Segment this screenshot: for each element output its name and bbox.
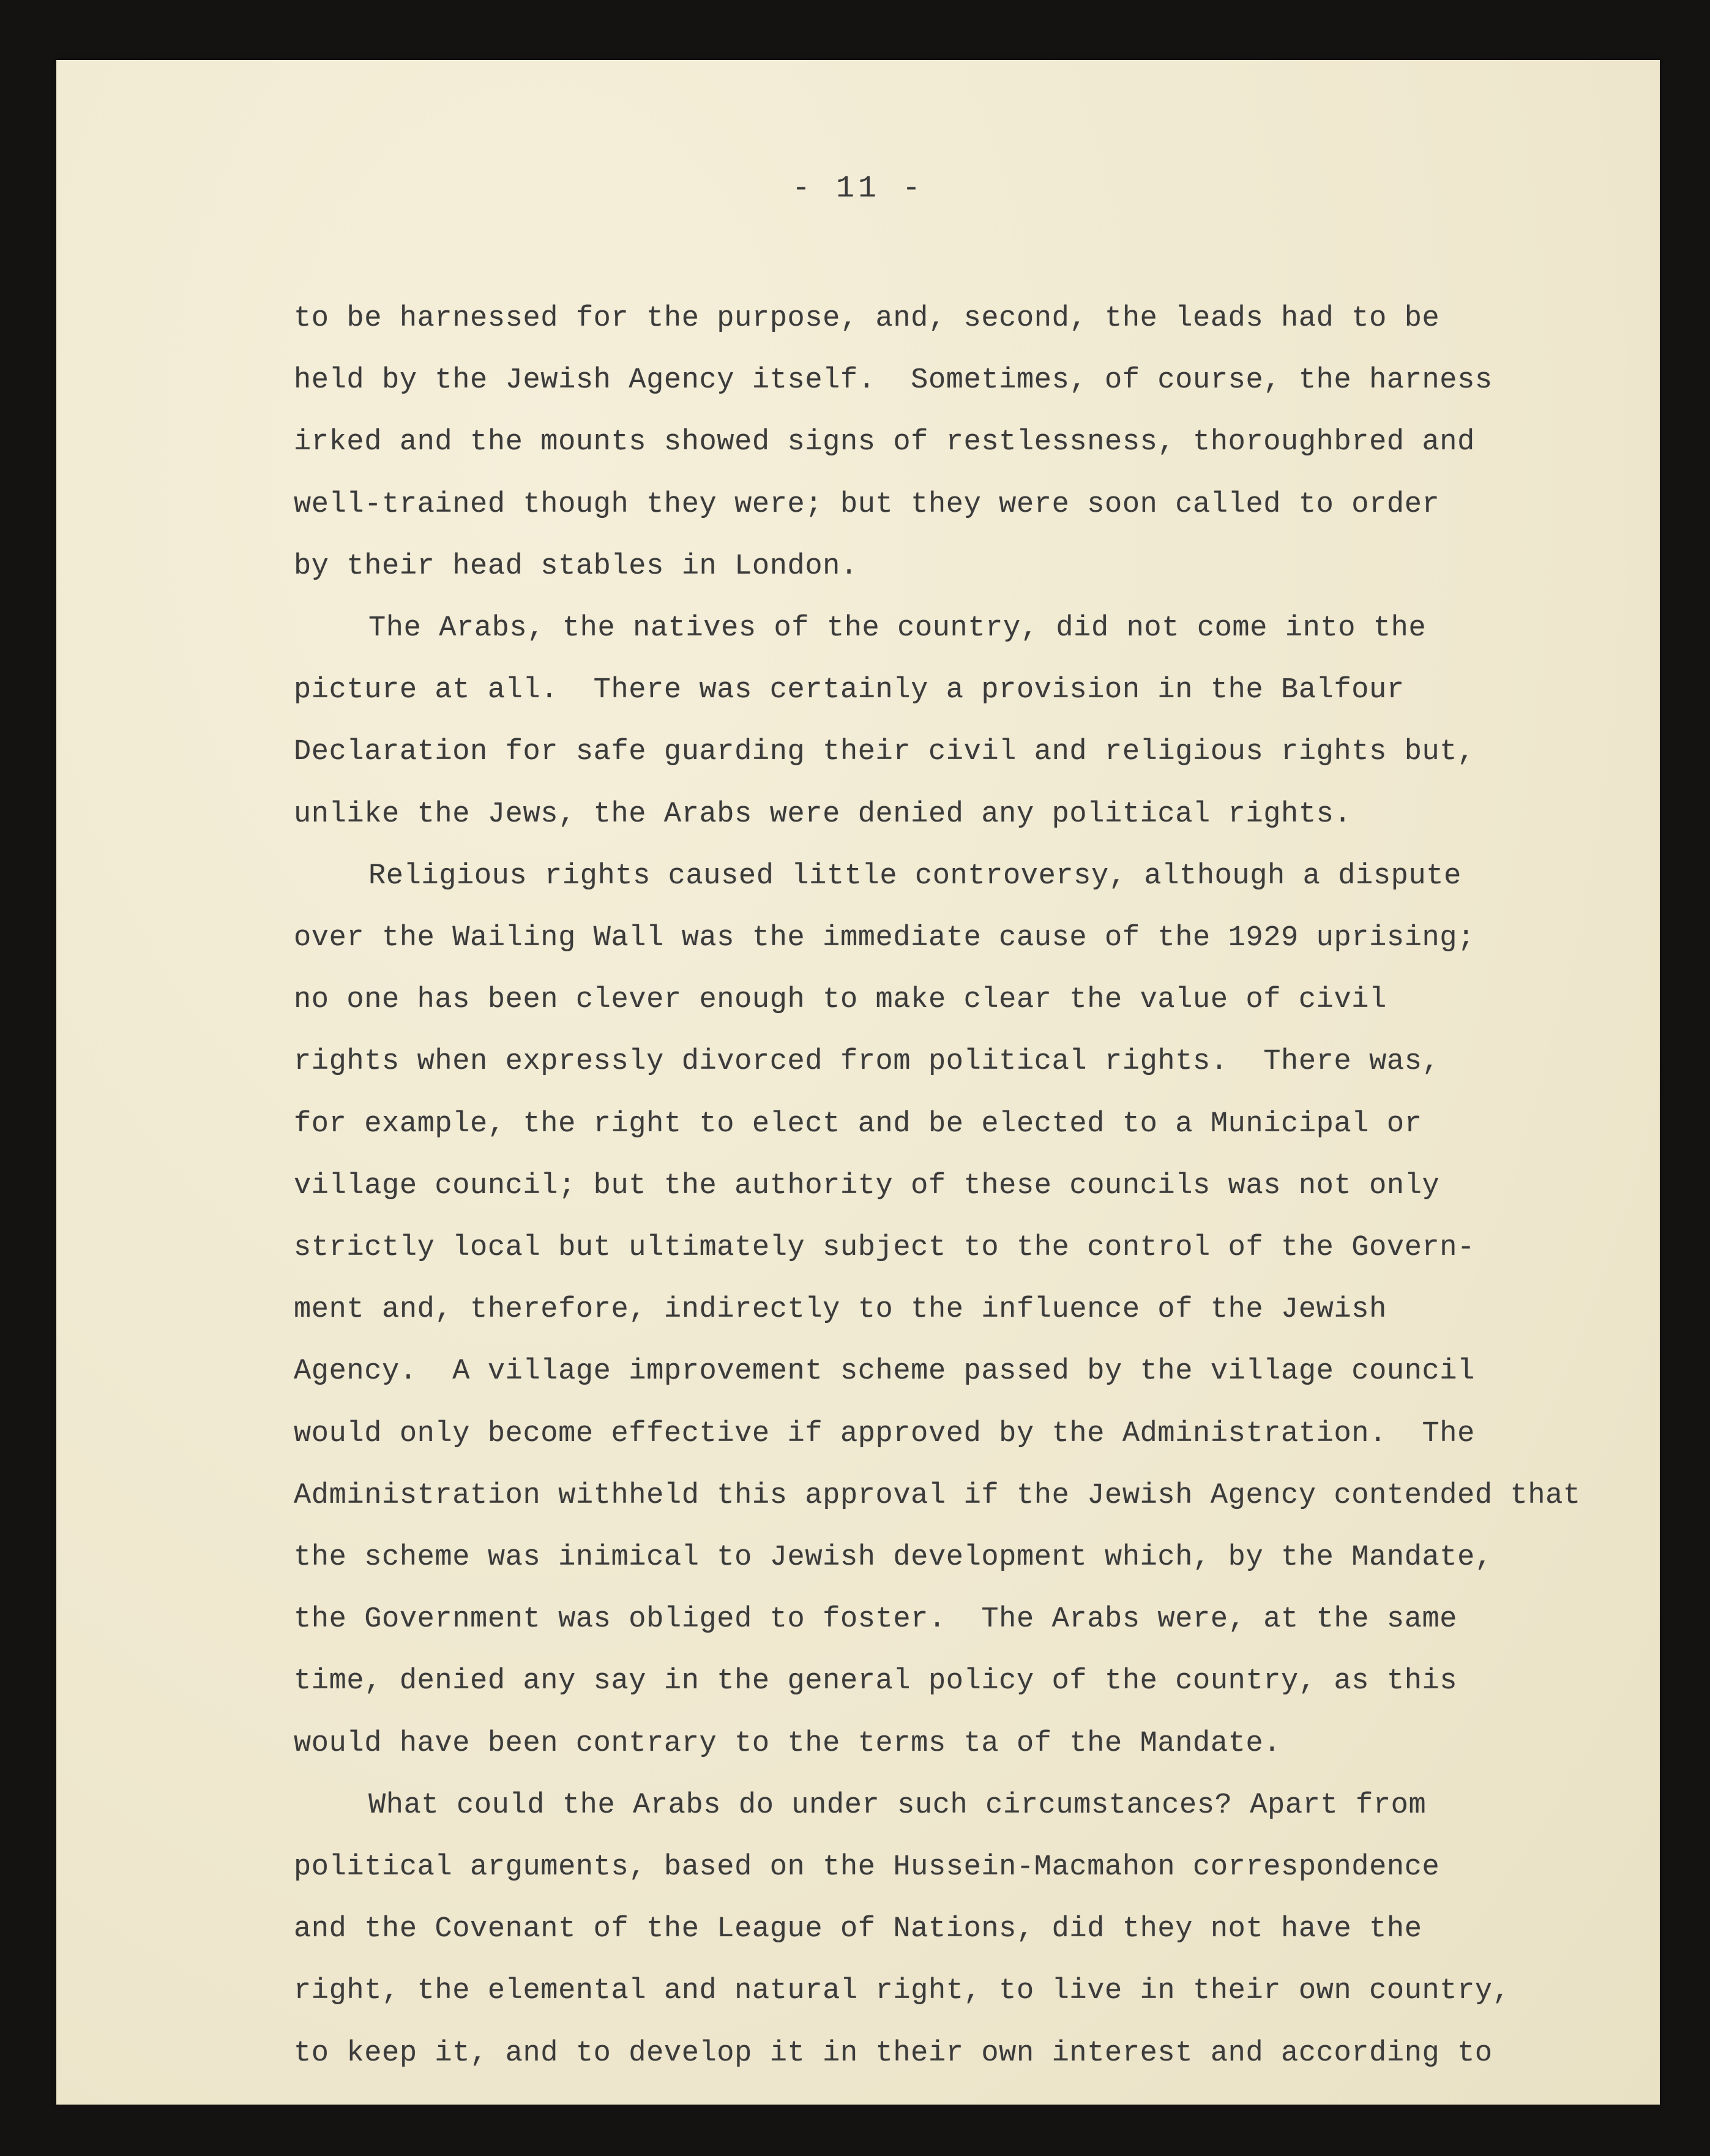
text-line: rights when expressly divorced from political rights. There was,	[294, 1046, 1440, 1079]
text-line: over the Wailing Wall was the immediate cause of the 1929 uprising;	[294, 922, 1475, 954]
text-line: ment and, therefore, indirectly to the influence of the Jewish	[294, 1293, 1387, 1327]
text-line: time, denied any say in the general policy of the country, as this	[294, 1665, 1458, 1698]
text-line: the Government was obliged to foster. The Arabs were, at the same	[294, 1603, 1458, 1636]
text-line: strictly local but ultimately subject to the control of the Govern-	[294, 1232, 1475, 1264]
text-line: for example, the right to elect and be elected to a Municipal or	[294, 1107, 1422, 1140]
text-line: The Arabs, the natives of the country, did not come into the	[368, 612, 1427, 645]
text-line: to keep it, and to develop it in their own interest and according to	[294, 2037, 1493, 2070]
text-line: Declaration for safe guarding their civil and religious rights but,	[294, 736, 1475, 769]
text-line: and the Covenant of the League of Nations, did they not have the	[294, 1913, 1422, 1946]
text-line: What could the Arabs do under such circumstances? Apart from	[368, 1789, 1427, 1822]
text-line: irked and the mounts showed signs of restlessness, thoroughbred and	[294, 426, 1475, 459]
document-page	[56, 60, 1660, 2105]
text-line: unlike the Jews, the Arabs were denied any political rights.	[294, 798, 1352, 831]
page-number: - 11 -	[791, 171, 925, 206]
text-line: the scheme was inimical to Jewish development which, by the Mandate,	[294, 1541, 1493, 1574]
text-line: by their head stables in London.	[294, 550, 858, 583]
text-line: political arguments, based on the Hussein-Macmahon correspondence	[294, 1851, 1440, 1884]
text-line: held by the Jewish Agency itself. Sometimes, of course, the harness	[294, 364, 1493, 397]
text-line: right, the elemental and natural right, to live in their own country,	[294, 1975, 1510, 2008]
text-line: picture at all. There was certainly a provision in the Balfour	[294, 674, 1405, 707]
text-line: would have been contrary to the terms ta of the Mandate.	[294, 1727, 1282, 1760]
text-line: Religious rights caused little controversy, although a dispute	[368, 859, 1462, 893]
text-line: Agency. A village improvement scheme passed by the village council	[294, 1355, 1475, 1388]
text-line: village council; but the authority of these councils was not only	[294, 1169, 1440, 1202]
text-line: to be harnessed for the purpose, and, second, the leads had to be	[294, 302, 1440, 335]
text-line: Administration withheld this approval if the Jewish Agency contended that	[294, 1479, 1581, 1512]
text-line: well-trained though they were; but they were soon called to order	[294, 488, 1440, 521]
text-line: no one has been clever enough to make clear the value of civil	[294, 984, 1387, 1017]
text-line: would only become effective if approved by the Administration. The	[294, 1417, 1475, 1450]
